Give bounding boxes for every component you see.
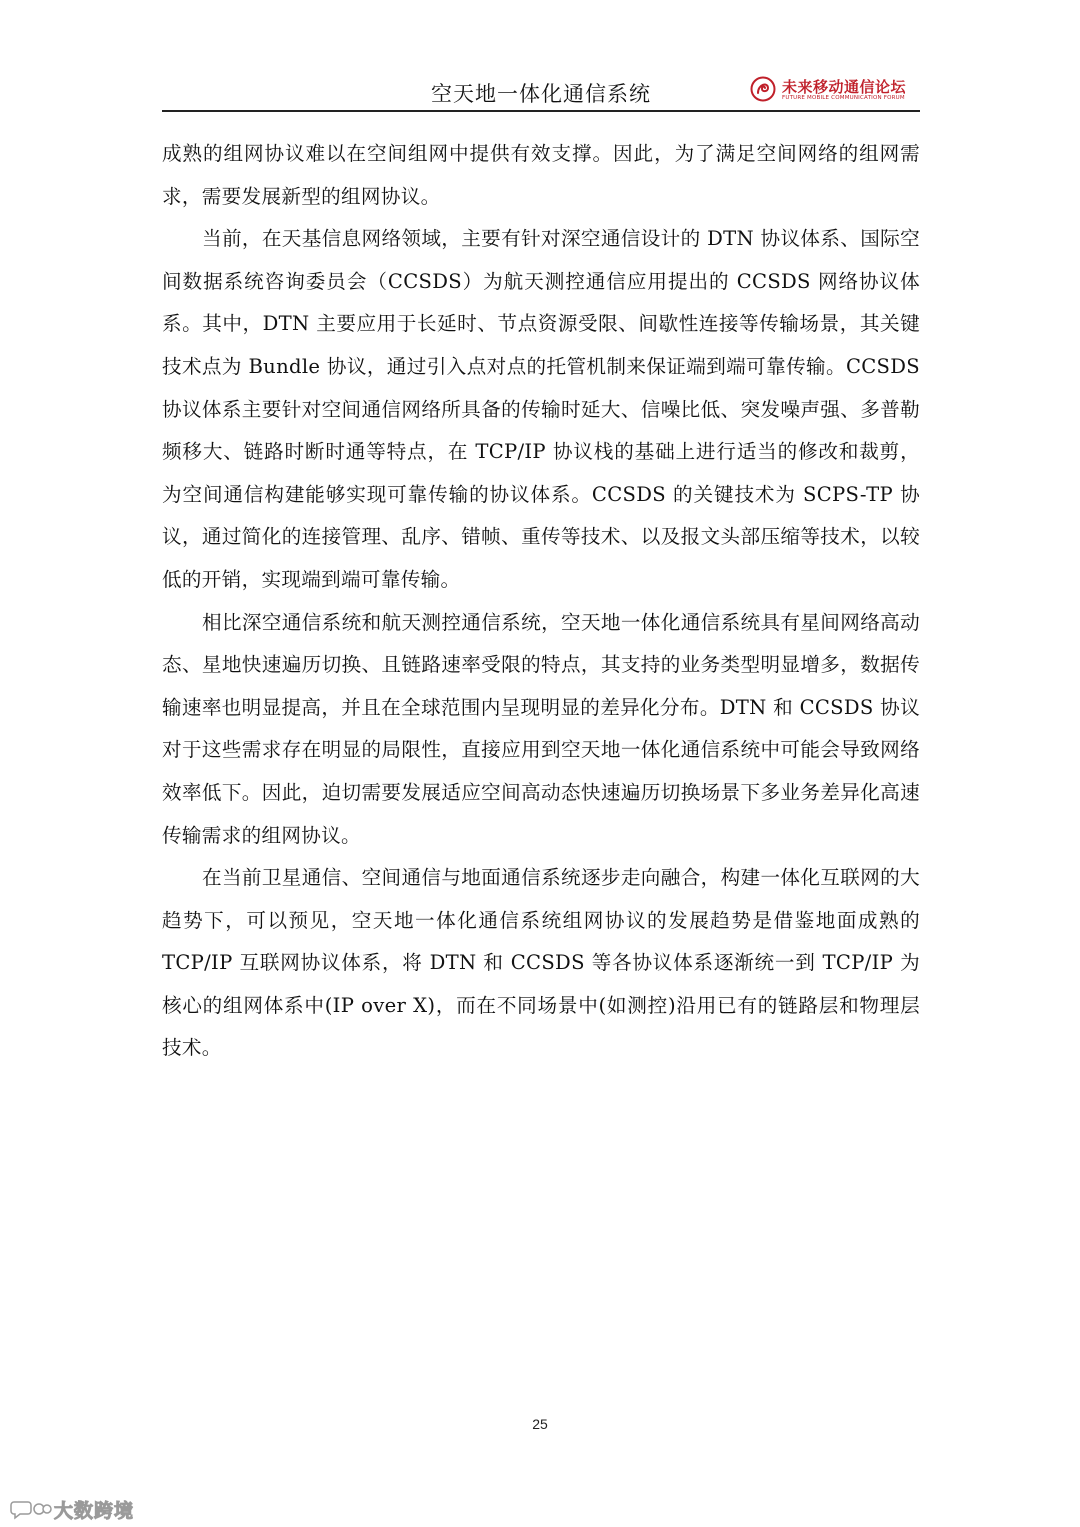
watermark-text: 大数跨境 bbox=[54, 1500, 135, 1522]
paragraph-4: 在当前卫星通信、空间通信与地面通信系统逐步走向融合，构建一体化互联网的大趋势下，可以预见，空天地一体化通信系统组网协议的发展趋势是借鉴地面成熟的 TCP/IP 互联网协议体系，将 DTN 和 CCSDS 等各协议体系逐渐统一到 TCP/IP 为核心的组网体系中(IP over X)，而在不同场景中(如测控)沿用已有的链路层和物理层技术。 bbox=[162, 866, 920, 1060]
chat-bubble-icon bbox=[10, 1498, 52, 1520]
forum-logo-icon bbox=[750, 76, 776, 102]
paragraph-2: 当前，在天基信息网络领域，主要有针对深空通信设计的 DTN 协议体系、国际空间数据系统咨询委员会（CCSDS）为航天测控通信应用提出的 CCSDS 网络协议体系。其中，DTN 主要应用于长延时、节点资源受限、间歇性连接等传输场景，其关键技术点为 Bundle 协议，通过引入点对点的托管机制来保证端到端可靠传输。CCSDS 协议体系主要针对空间通信网络所具备的传输时延大、信噪比低、突发噪声强、多普勒频移大、链路时断时通等特点，在 TCP/IP 协议栈的基础上进行适当的修改和裁剪，为空间通信构建能够实现可靠传输的协议体系。CCSDS 的关键技术为 SCPS-TP 协议，通过简化的连接管理、乱序、错帧、重传等技术、以及报文头部压缩等技术，以较低的开销，实现端到端可靠传输。 bbox=[162, 227, 920, 591]
paragraph-3: 相比深空通信系统和航天测控通信系统，空天地一体化通信系统具有星间网络高动态、星地快速遍历切换、且链路速率受限的特点，其支持的业务类型明显增多，数据传输速率也明显提高，并且在全球范围内呈现明显的差异化分布。DTN 和 CCSDS 协议对于这些需求存在明显的局限性，直接应用到空天地一体化通信系统中可能会导致网络效率低下。因此，迫切需要发展适应空间高动态快速遍历切换场景下多业务差异化高速传输需求的组网协议。 bbox=[162, 610, 920, 847]
page-header bbox=[162, 70, 920, 110]
forum-logo bbox=[750, 74, 920, 104]
forum-logo-name-en: FUTURE MOBILE COMMUNICATION FORUM bbox=[782, 95, 905, 101]
watermark bbox=[10, 1496, 150, 1522]
forum-logo-name-cn: 未来移动通信论坛 bbox=[782, 78, 907, 96]
document-body bbox=[162, 133, 920, 1070]
header-title: 空天地一体化通信系统 bbox=[431, 82, 651, 106]
paragraph-1: 成熟的组网协议难以在空间组网中提供有效支撑。因此，为了满足空间网络的组网需求，需要发展新型的组网协议。 bbox=[162, 142, 920, 208]
header-divider bbox=[162, 110, 920, 112]
page-number: 25 bbox=[532, 1416, 548, 1432]
